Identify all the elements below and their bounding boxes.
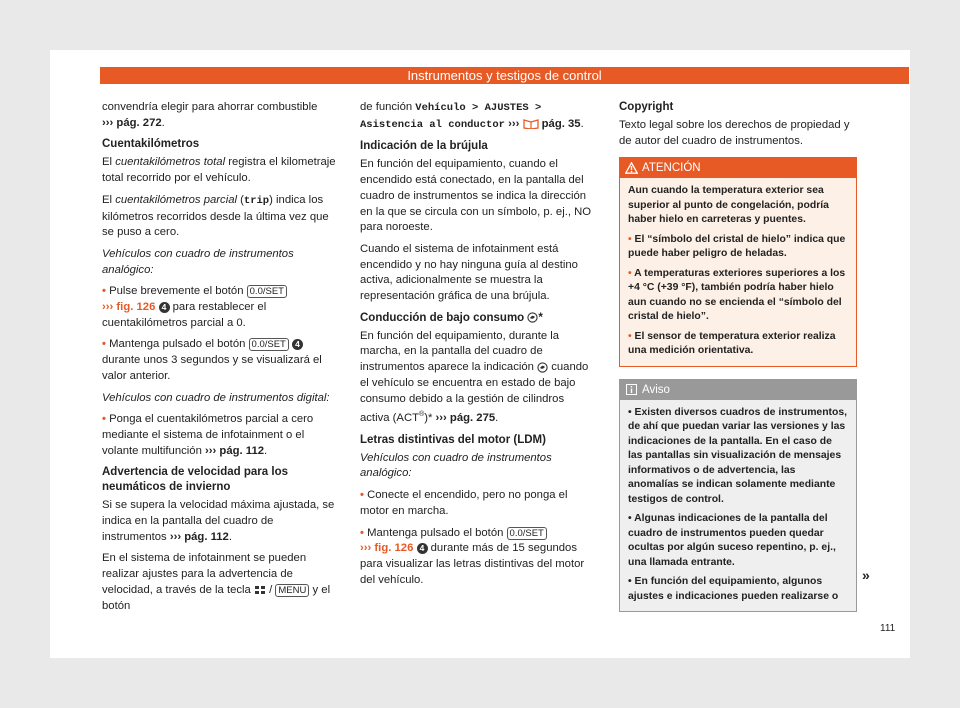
paragraph: Si se supera la velocidad máxima ajustada, se indica en la pantalla del cuadro de instrumentos ››› pág. 112. xyxy=(102,499,335,543)
callout-number: 4 xyxy=(417,543,428,554)
car-menu-icon xyxy=(254,585,266,595)
column-1 xyxy=(102,100,338,620)
list-item: • Ponga el cuentakilómetros parcial a cero mediante el sistema de infotainment o el volante multifunción ››› pág. 112. xyxy=(102,412,338,459)
notice-header xyxy=(620,380,856,400)
page-ref[interactable]: ››› pág. 275 xyxy=(435,412,496,425)
list-item: • En función del equipamiento, algunos ajustes e indicaciones pueden realizarse o xyxy=(628,575,848,604)
set-button-symbol: 0.0/SET xyxy=(249,338,289,351)
heading-copyright: Copyright xyxy=(619,101,674,113)
list-item: • A temperaturas exteriores superiores a los +4 °C (+39 °F), también podría haber hielo aun cuando no se encienda el “símbolo del cristal de hielo”. xyxy=(628,267,848,325)
book-icon xyxy=(523,118,539,129)
list-item: • Existen diversos cuadros de instrumentos, de ahí que puedan variar las versiones y las indicaciones de la pantalla. En el caso de las pantallas sin visualización de mensajes informativos o de advertencia, las anomalías se indican solamente mediante testigos de control. xyxy=(628,406,848,508)
heading-advertencia: Advertencia de velocidad para los neumáticos de invierno xyxy=(102,466,288,494)
continued-marker: » xyxy=(862,567,870,583)
list-item: • Pulse brevemente el botón 0.0/SET ››› fig. 126 4 para restablecer el cuentakilómetros parcial a 0. xyxy=(102,284,338,331)
warning-triangle-icon xyxy=(625,162,638,174)
paragraph: El cuentakilómetros parcial (trip) indica los kilómetros recorridos desde la última vez que se puso a cero. xyxy=(102,193,329,239)
notice-box xyxy=(619,379,857,613)
column-3 xyxy=(619,100,857,612)
paragraph: En función del equipamiento, cuando el encendido está conectado, en la pantalla del cuadro de instrumentos se indica la dirección en la que se circula con un símbolo, p. ej., NO para noroeste. xyxy=(360,158,592,234)
list-item: • Mantenga pulsado el botón 0.0/SET ››› fig. 126 4 durante más de 15 segundos para visualizar las letras distintivas del motor del vehículo. xyxy=(360,526,596,589)
callout-number: 4 xyxy=(292,339,303,350)
heading-ldm: Letras distintivas del motor (LDM) xyxy=(360,433,546,446)
paragraph: En función del equipamiento, durante la marcha, en la pantalla del cuadro de instrumentos aparece la indicación cuando el vehículo se encuentra en estado de bajo consumo debido a la gestión de cilindros activa (ACT®)* ››› pág. 275. xyxy=(360,329,589,425)
heading-brujula: Indicación de la brújula xyxy=(360,140,488,153)
list-item: • Algunas indicaciones de la pantalla del cuadro de instrumentos pueden quedar ocultas por algún suceso repentino, p. ej., una llamada entrante. xyxy=(628,512,848,570)
warning-box xyxy=(619,157,857,367)
figure-ref[interactable]: ››› fig. 126 xyxy=(102,301,156,314)
warning-header xyxy=(620,158,856,178)
notice-title: Aviso xyxy=(642,383,670,396)
eco-leaf-icon xyxy=(537,362,548,373)
callout-number: 4 xyxy=(159,302,170,313)
page-ref[interactable]: ››› pág. 112 xyxy=(169,530,229,543)
paragraph: Texto legal sobre los derechos de propiedad y de autor del cuadro de instrumentos. xyxy=(619,119,850,147)
column-2 xyxy=(360,100,596,594)
paragraph: Cuando el sistema de infotainment está encendido y no hay ninguna guía al destino activa, adicionalmente se muestra la representación gráfica de una brújula. xyxy=(360,242,578,303)
warning-title: ATENCIÓN xyxy=(642,162,701,175)
page-header: Instrumentos y testigos de control xyxy=(100,67,909,84)
paragraph: convendría elegir para ahorrar combustible ››› pág. 272. xyxy=(102,101,318,129)
list-item: • El sensor de temperatura exterior realiza una medición orientativa. xyxy=(628,330,848,359)
subheading: Vehículos con cuadro de instrumentos analógico: xyxy=(360,451,552,480)
list-item: • Conecte el encendido, pero no ponga el motor en marcha. xyxy=(360,488,596,519)
notice-body xyxy=(620,400,856,612)
eco-leaf-icon xyxy=(527,312,538,323)
subheading: Vehículos con cuadro de instrumentos analógico: xyxy=(102,247,294,276)
page-ref[interactable]: ››› pág. 272 xyxy=(102,116,162,129)
page-number: 111 xyxy=(880,623,896,634)
list-item: • El “símbolo del cristal de hielo” indica que puede haber peligro de heladas. xyxy=(628,233,848,262)
heading-bajo-consumo: Conducción de bajo consumo * xyxy=(360,311,543,324)
warning-body: Aun cuando la temperatura exterior sea superior al punto de congelación, podría haber hielo en carreteras y puentes. • El “símbolo del cristal de hielo” indica que puede haber peligro de heladas. • A temperaturas exteriores superiores a los +4 °C (+39 °F), también podría haber hielo aun cuando no se encienda el “símbolo del cristal de hielo”. • El sensor de temperatura exterior realiza una medición orientativa. xyxy=(620,178,856,366)
menu-button-symbol: MENU xyxy=(275,584,309,597)
set-button-symbol: 0.0/SET xyxy=(247,285,287,298)
info-icon xyxy=(626,384,637,395)
set-button-symbol: 0.0/SET xyxy=(507,527,547,540)
paragraph: En el sistema de infotainment se pueden realizar ajustes para la advertencia de velocidad, a través de la tecla / MENU y el botón xyxy=(102,552,331,612)
paragraph: El cuentakilómetros total registra el kilometraje total recorrido por el vehículo. xyxy=(102,156,336,185)
list-item: • Mantenga pulsado el botón 0.0/SET 4 durante unos 3 segundos y se visualizará el valor anterior. xyxy=(102,337,338,384)
page-ref[interactable]: ››› pág. 112 xyxy=(205,444,265,457)
heading-cuentakilometros: Cuentakilómetros xyxy=(102,138,200,151)
figure-ref[interactable]: ››› fig. 126 xyxy=(360,542,414,555)
page-ref[interactable]: ››› xyxy=(508,117,523,130)
subheading: Vehículos con cuadro de instrumentos digital: xyxy=(102,391,330,404)
paragraph: de función Vehículo > AJUSTES > Asistencia al conductor ››› pág. 35. xyxy=(360,101,584,131)
page xyxy=(50,50,910,658)
